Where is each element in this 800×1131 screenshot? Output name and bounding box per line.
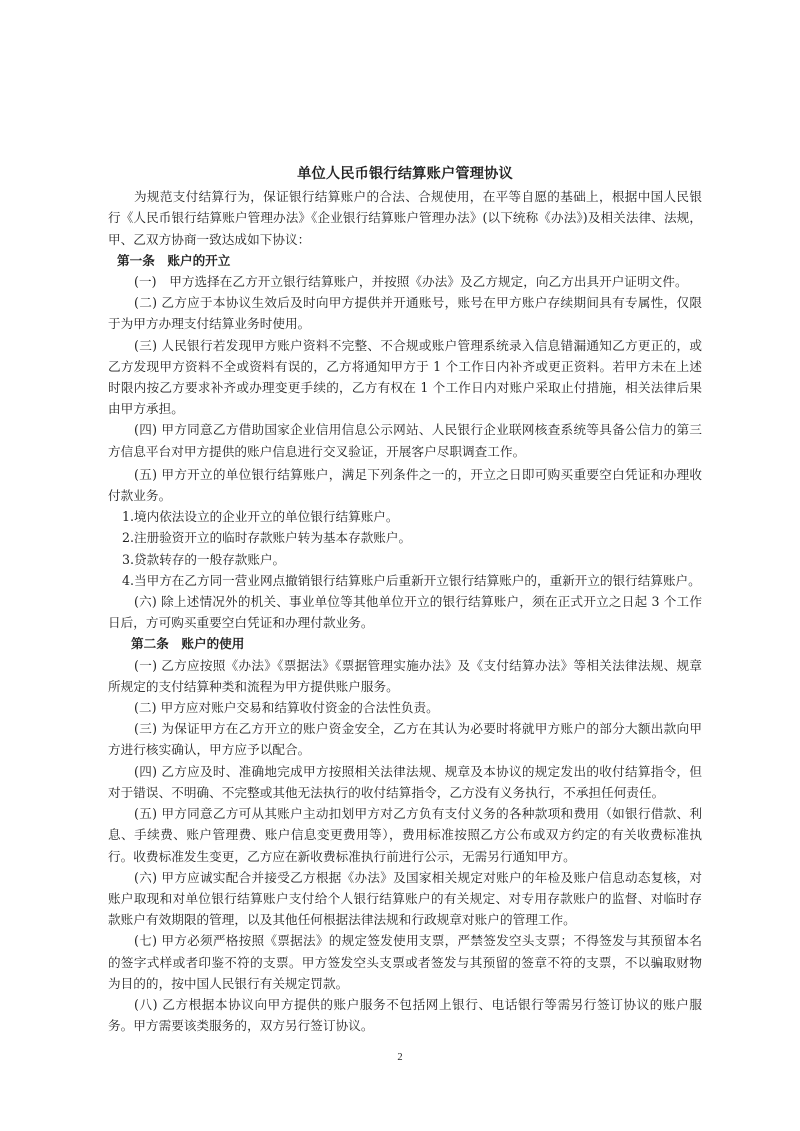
list-item-4: 4.当甲方在乙方同一营业网点撤销银行结算账户后重新开立银行结算账户的，重新开立的银行结算账户。 bbox=[122, 572, 701, 588]
article-2-clause-6: (六) 甲方应诚实配合并接受乙方根据《办法》及国家相关规定对账户的年检及账户信息动态复核，对账户取现和对单位银行结算账户支付给个人银行结算账户的有关规定、对专用存款账户的监督、对临时存款账户有效期限的管理，以及其他任何根据法律法规和行政规章对账户的管理工作。 bbox=[108, 869, 702, 928]
article-2-clause-7: (七) 甲方必须严格按照《票据法》的规定签发使用支票，严禁签发空头支票；不得签发与其预留本名的签字式样或者印鉴不符的支票。甲方签发空头支票或者签发与其预留的签章不符的支票，不以骗取财物为目的的，按中国人民银行有关规定罚款。 bbox=[108, 933, 702, 991]
article-2-clause-8: (八) 乙方根据本协议向甲方提供的账户服务不包括网上银行、电话银行等需另行签订协议的账户服务。甲方需要该类服务的，双方另行签订协议。 bbox=[108, 996, 702, 1034]
article-1-clause-2: (二) 乙方应于本协议生效后及时向甲方提供并开通账号，账号在甲方账户存续期间具有专属性，仅限于为甲方办理支付结算业务时使用。 bbox=[108, 295, 702, 332]
article-2-clause-2: (二) 甲方应对账户交易和结算收付资金的合法性负责。 bbox=[134, 700, 439, 716]
list-item-3: 3.贷款转存的一般存款账户。 bbox=[122, 551, 286, 567]
article-2-clause-1: (一) 乙方应按照《办法》《票据法》《票据管理实施办法》及《支付结算办法》等相关法律法规、规章所规定的支付结算种类和流程为甲方提供账户服务。 bbox=[108, 657, 702, 694]
page-number: 2 bbox=[397, 1052, 403, 1063]
article-1-clause-1: (一) 甲方选择在乙方开立银行结算账户，并按照《办法》及乙方规定，向乙方出具开户证明文件。 bbox=[134, 274, 688, 290]
article-1-clause-3: (三) 人民银行若发现甲方账户资料不完整、不合规或账户管理系统录入信息错漏通知乙方更正的，或乙方发现甲方资料不全或资料有误的，乙方将通知甲方于 1 个工作日内补齐或更正资料。若甲方未在上述时限内按乙方要求补齐或办理变更手续的，乙方有权在 1 个工作日内对账户采取止付措施，相关法律后果由甲方承担。 bbox=[108, 337, 702, 417]
article-1-clause-6: (六) 除上述情况外的机关、事业单位等其他单位开立的银行结算账户，须在正式开立之日起 3 个工作日后，方可购买重要空白凭证和办理付款业务。 bbox=[108, 594, 702, 631]
article-1-heading: 第一条 账户的开立 bbox=[117, 252, 231, 268]
document-body bbox=[108, 164, 702, 1036]
list-item-2: 2.注册验资开立的临时存款账户转为基本存款账户。 bbox=[122, 530, 412, 546]
intro-paragraph: 为规范支付结算行为，保证银行结算账户的合法、合规使用，在平等自愿的基础上，根据中国人民银行《人民币银行结算账户管理办法》《企业银行结算账户管理办法》(以下统称《办法》)及相关法律、法规，甲、乙双方协商一致达成如下协议： bbox=[108, 189, 702, 247]
article-2-clause-5: (五) 甲方同意乙方可从其账户主动扣划甲方对乙方负有支付义务的各种款项和费用（如银行借款、利息、手续费、账户管理费、账户信息变更费用等），费用标准按照乙方公布或双方约定的有关收费标准执行。收费标准发生变更，乙方应在新收费标准执行前进行公示，无需另行通知甲方。 bbox=[108, 806, 702, 864]
list-item-1: 1.境内依法设立的企业开立的单位银行结算账户。 bbox=[122, 509, 399, 525]
article-2-clause-3: (三) 为保证甲方在乙方开立的账户资金安全，乙方在其认为必要时将就甲方账户的部分大额出款向甲方进行核实确认，甲方应予以配合。 bbox=[108, 721, 702, 758]
article-2-clause-4: (四) 乙方应及时、准确地完成甲方按照相关法律法规、规章及本协议的规定发出的收付结算指令，但对于错误、不明确、不完整或其他无法执行的收付结算指令，乙方没有义务执行，不承担任何责任。 bbox=[108, 763, 702, 800]
article-1-clause-4: (四) 甲方同意乙方借助国家企业信用信息公示网站、人民银行企业联网核查系统等具备公信力的第三方信息平台对甲方提供的账户信息进行交叉验证，开展客户尽职调查工作。 bbox=[108, 422, 702, 459]
article-1-clause-5: (五) 甲方开立的单位银行结算账户，满足下列条件之一的，开立之日即可购买重要空白凭证和办理收付款业务。 bbox=[108, 466, 702, 504]
document-title: 单位人民币银行结算账户管理协议 bbox=[297, 166, 513, 182]
article-2-heading: 第二条 账户的使用 bbox=[131, 636, 245, 652]
